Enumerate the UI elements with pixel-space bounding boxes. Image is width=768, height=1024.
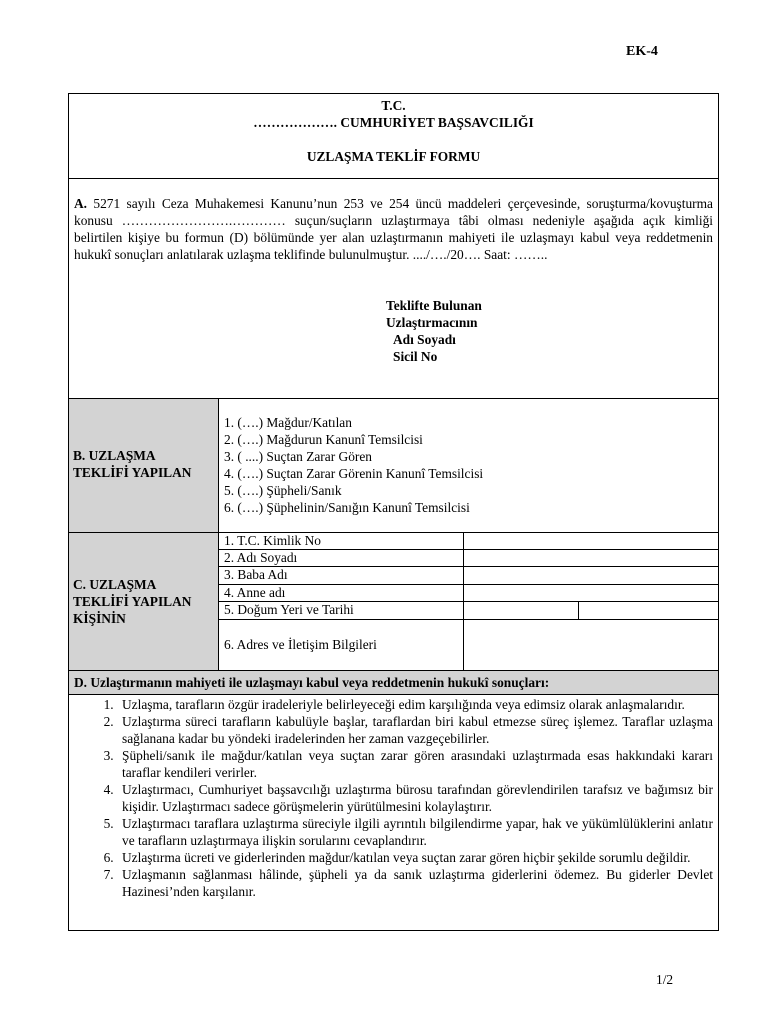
- field-value-birth-date[interactable]: [578, 601, 719, 620]
- field-value-full-name[interactable]: [463, 549, 719, 567]
- party-option: 5. (….) Şüpheli/Sanık: [224, 483, 342, 498]
- field-value-mother-name[interactable]: [463, 584, 719, 602]
- list-item: 7. Uzlaşmanın sağlanması hâlinde, şüpheli ya da sanık uzlaştırma giderlerini ödemez. Bu giderler Devlet Hazinesi’nden karşılanır.: [117, 866, 713, 900]
- list-item: 6. Uzlaştırma ücreti ve giderlerinden mağdur/katılan veya suçtan zarar gören hiçbir şekilde sorumlu değildir.: [117, 849, 713, 866]
- section-d-title: D. Uzlaştırmanın mahiyeti ile uzlaşmayı kabul veya reddetmenin hukukî sonuçları:: [68, 670, 719, 695]
- section-a-text: A. 5271 sayılı Ceza Muhakemesi Kanunu’nun 253 ve 254 üncü maddeleri çerçevesinde, soruşturma/kovuşturma konusu …………………….………… suçun/suçların uzlaştırmaya tâbi olması nedeniyle aşağıda açık kimliği belirtilen kişiye bu formun (D) bölümünde yer alan uzlaştırmanın mahiyeti ile uzlaşmayı kabul veya reddetmenin hukukî sonuçları anlatılarak uzlaşma teklifinde bulunulmuştur. ..../…./20…. Saat: ……..: [74, 196, 713, 262]
- field-label-father-name: 3. Baba Adı: [218, 566, 464, 585]
- signature-line: Uzlaştırmacının: [386, 315, 478, 330]
- field-label-address-contact: 6. Adres ve İletişim Bilgileri: [218, 619, 464, 671]
- section-a: [68, 178, 719, 399]
- tc-label: T.C.: [381, 98, 406, 113]
- field-value-address-contact[interactable]: [463, 619, 719, 671]
- field-label-full-name: 2. Adı Soyadı: [218, 549, 464, 567]
- mediator-signature-block: [386, 297, 482, 365]
- party-option: 6. (….) Şüphelinin/Sanığın Kanunî Temsilcisi: [224, 500, 470, 515]
- signature-line: Teklifte Bulunan: [386, 298, 482, 313]
- section-c-label: C. UZLAŞMA TEKLİFİ YAPILAN KİŞİNİN: [68, 532, 219, 671]
- list-item: 2. Uzlaştırma süreci tarafların kabulüyle başlar, taraflardan biri kabul etmezse süreç işlemez. Taraflar uzlaşma sağlanana kadar bu yöndeki iradelerinden her zaman vazgeçebilirler.: [117, 713, 713, 747]
- list-item: 4. Uzlaştırmacı, Cumhuriyet başsavcılığı uzlaştırma bürosu tarafından görevlendirilen tarafsız ve bağımsız bir kişidir. Uzlaştırmacı sadece görüşmelerin yürütülmesini kolaylaştırır.: [117, 781, 713, 815]
- signature-line: Adı Soyadı: [393, 332, 456, 347]
- field-value-tc-id[interactable]: [463, 532, 719, 550]
- party-option: 1. (….) Mağdur/Katılan: [224, 415, 352, 430]
- list-item: 1. Uzlaşma, tarafların özgür iradeleriyle belirleyeceği edim karşılığında veya edimsiz olarak anlaşmalarıdır.: [117, 696, 713, 713]
- section-b-options: [218, 398, 719, 533]
- party-option: 2. (….) Mağdurun Kanunî Temsilcisi: [224, 432, 423, 447]
- party-option: 4. (….) Suçtan Zarar Görenin Kanunî Temsilcisi: [224, 466, 484, 481]
- section-d-body: [68, 694, 719, 931]
- form-header: [68, 93, 719, 179]
- section-b-label: B. UZLAŞMA TEKLİFİ YAPILAN: [68, 398, 219, 533]
- annex-label: EK-4: [626, 44, 658, 59]
- field-label-mother-name: 4. Anne adı: [218, 584, 464, 602]
- party-option: 3. ( ....) Suçtan Zarar Gören: [224, 449, 372, 464]
- field-value-birth-place[interactable]: [463, 601, 579, 620]
- office-name: ………………. CUMHURİYET BAŞSAVCILIĞI: [253, 115, 534, 130]
- field-label-birth-place-date: 5. Doğum Yeri ve Tarihi: [218, 601, 464, 620]
- field-value-father-name[interactable]: [463, 566, 719, 585]
- signature-line: Sicil No: [393, 349, 438, 364]
- form-title: UZLAŞMA TEKLİF FORMU: [306, 149, 481, 164]
- field-label-tc-id: 1. T.C. Kimlik No: [218, 532, 464, 550]
- consequences-list: [69, 695, 718, 900]
- list-item: 3. Şüpheli/sanık ile mağdur/katılan veya suçtan zarar gören arasındaki uzlaştırmada esas hakkındaki kararı taraflar kendileri verirler.: [117, 747, 713, 781]
- list-item: 5. Uzlaştırmacı taraflara uzlaştırma süreciyle ilgili ayrıntılı bilgilendirme yapar, hak ve yükümlülüklerini anlatır ve tarafların uzlaştırmaya ilişkin sorularını cevaplandırır.: [117, 815, 713, 849]
- page-number: 1/2: [656, 972, 674, 987]
